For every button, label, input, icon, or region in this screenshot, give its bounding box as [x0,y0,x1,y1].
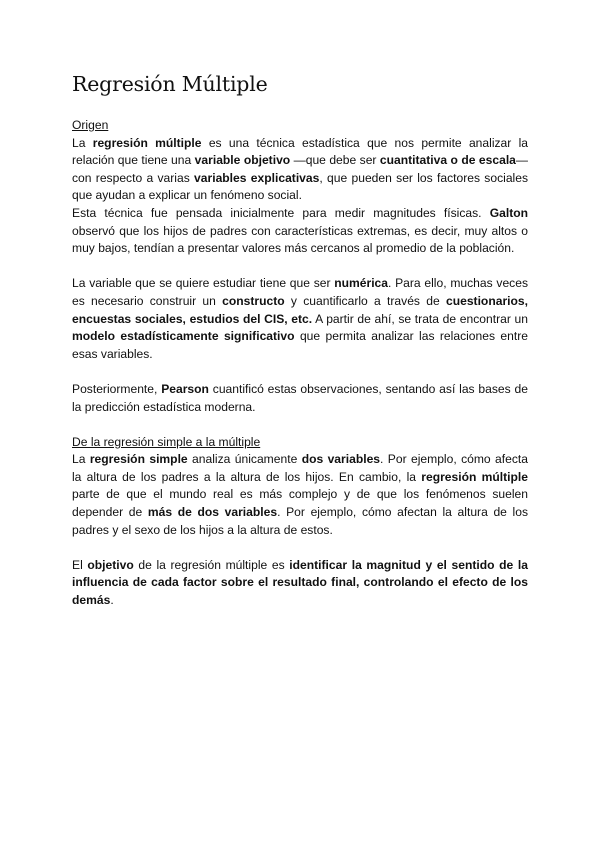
text-run: —que debe ser [290,153,380,168]
bold-term: variable objetivo [194,153,291,168]
section-heading-origen: Origen [72,118,109,132]
text-run: . Por ejemplo, cómo afectan la altura de los padres y el sexo de los hijos a la altura de estos. [72,505,529,537]
paragraph-variable [72,275,528,363]
text-run: que permita analizar las relaciones entre esas variables. [72,329,529,361]
text-run: . Por ejemplo, cómo afecta la altura de los padres a la altura de los hijos. En cambio, la [72,452,528,484]
text-run: . [110,593,114,608]
bold-term: regresión simple [89,452,188,467]
text-run: La variable que se quiere estudiar tiene que ser [72,276,335,291]
document-body [72,117,528,610]
bold-term: identificar la magnitud y el sentido de la influencia de cada factor sobre el resultado final, controlando el efecto de los demás [72,557,528,608]
text-run: La [72,452,90,467]
bold-term: modelo estadísticamente significativo [72,329,295,344]
text-run: de la regresión múltiple es [133,557,290,572]
bold-term: dos variables [301,452,381,467]
bold-term: variables explicativas [194,170,320,185]
bold-term: Galton [489,205,528,220]
text-run: parte de que el mundo real es más complejo y de que los fenómenos suelen depender de [72,487,528,520]
text-run: A partir de ahí, se trata de encontrar un [312,311,528,326]
text-run: — con respecto a varias [72,153,528,185]
section-heading-simple-multiple: De la regresión simple a la múltiple [72,434,261,449]
bold-term: regresión múltiple [421,469,528,484]
paragraph-definition [72,135,528,205]
text-run: . Para ello, muchas veces es necesario construir un [72,276,528,308]
text-run: analiza únicamente [187,452,302,467]
bold-term: más de dos variables [147,505,278,520]
text-run: cuantificó estas observaciones, sentando así las bases de la predicción estadística moderna. [72,381,528,414]
paragraph-simple-vs-multiple [72,451,528,539]
text-run: Posteriormente, [72,381,162,396]
bold-term: constructo [222,293,285,308]
bold-term: regresión múltiple [92,135,202,150]
paragraph-galton [72,205,528,258]
text-run: Esta técnica fue pensada inicialmente para medir magnitudes físicas. [72,205,490,220]
bold-term: numérica [334,276,389,291]
page-title: Regresión Múltiple [72,72,268,96]
text-run: observó que los hijos de padres con características extremas, es decir, muy altos o muy bajos, tendían a presentar valores más cercanos al promedio de la población. [72,223,528,256]
bold-term: Pearson [161,381,209,396]
text-run: , que pueden ser los factores sociales que ayudan a explicar un fenómeno social. [72,170,528,203]
text-run: La [72,135,93,150]
text-run: es una técnica estadística que nos permite analizar la relación que tiene una [72,135,529,168]
paragraph-objective [72,557,528,610]
bold-term: cuestionarios, encuestas sociales, estudios del CIS, etc. [72,293,528,326]
bold-term: objetivo [87,557,134,572]
text-run: El [72,557,88,572]
bold-term: cuantitativa o de escala [379,153,516,168]
text-run: y cuantificarlo a través de [284,293,446,308]
paragraph-pearson [72,381,528,416]
